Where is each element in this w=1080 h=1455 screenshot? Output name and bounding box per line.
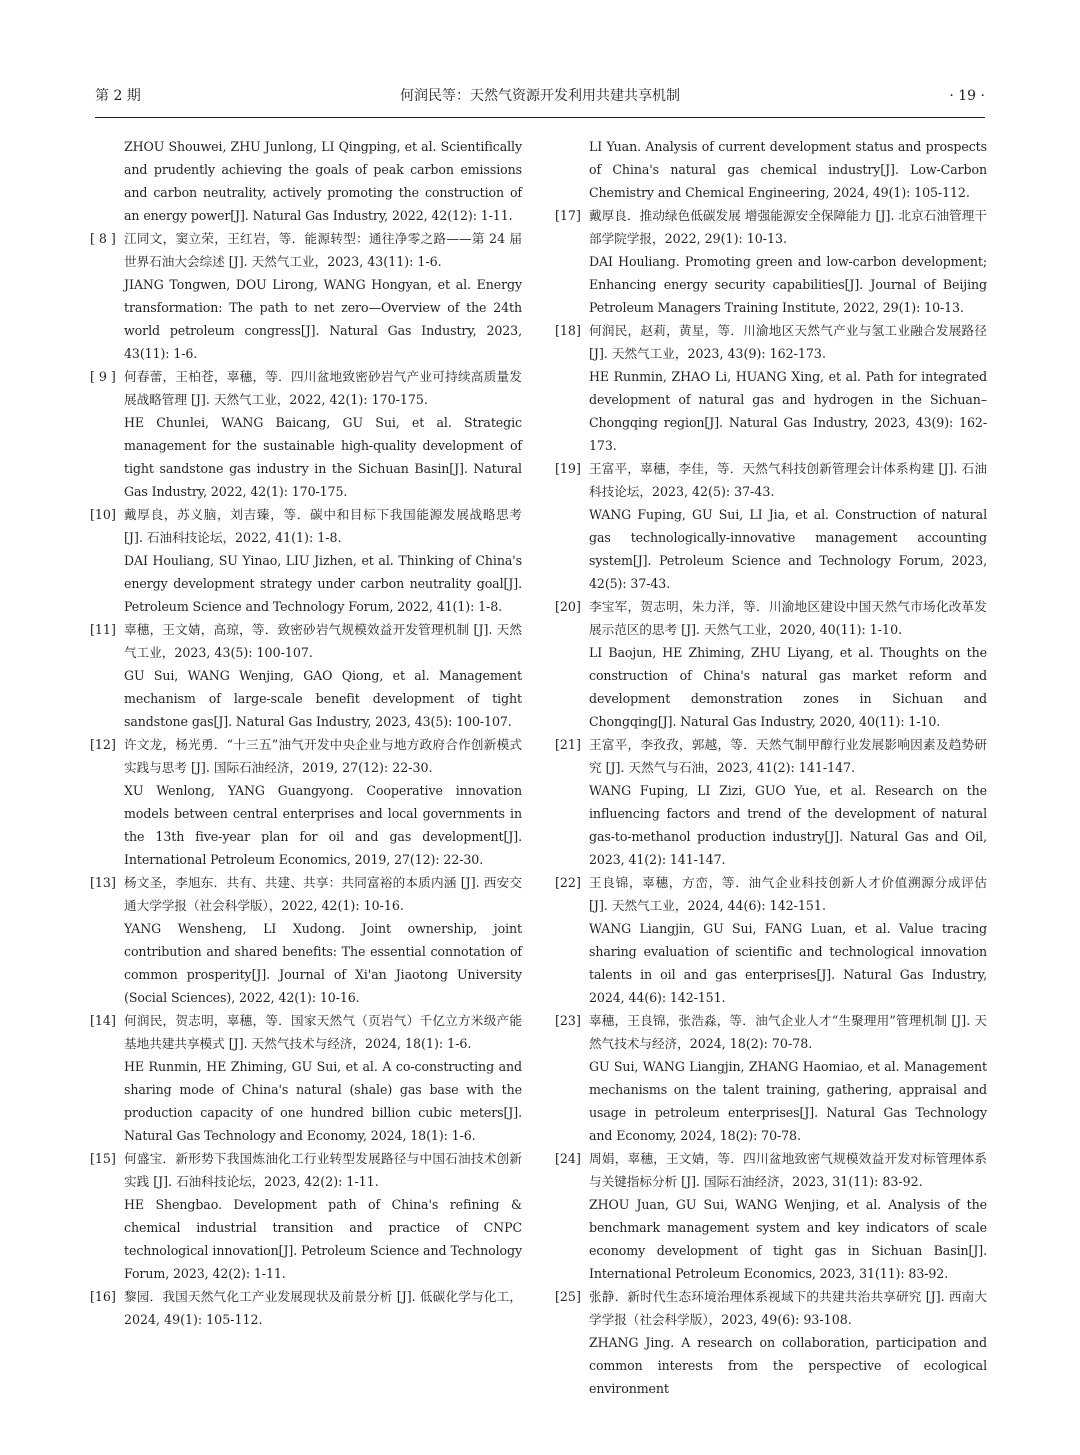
reference-chinese: 何润民，赵莉，黄星，等．川渝地区天然气产业与氢工业融合发展路径 [J]. 天然气工业，2023, 43(9): 162-173. bbox=[589, 323, 987, 361]
reference-chinese: 辜穗，王良锦，张浩淼，等．油气企业人才“生聚理用”管理机制 [J]. 天然气技术与经济，2024, 18(2): 70-78. bbox=[589, 1013, 987, 1051]
reference-item bbox=[555, 1147, 987, 1285]
reference-item bbox=[90, 365, 522, 503]
reference-english: HE Runmin, HE Zhiming, GU Sui, et al. A co-constructing and sharing mode of China's natural (shale) gas base with the production capacity of one hundred billion cubic meters[J]. Natural Gas Technology and Economy, 2024, 18(1): 1-6. bbox=[124, 1059, 522, 1143]
page-number: · 19 · bbox=[949, 88, 985, 104]
running-title: 何润民等：天然气资源开发利用共建共享机制 bbox=[400, 88, 680, 104]
reference-chinese: 黎园．我国天然气化工产业发展现状及前景分析 [J]. 低碳化学与化工，2024, 49(1): 105-112. bbox=[124, 1289, 522, 1327]
reference-english: XU Wenlong, YANG Guangyong. Cooperative innovation models between central enterprises and local governments in the 13th five-year plan for oil and gas development[J]. International Petroleum Economics, 2019, 27(12): 22-30. bbox=[124, 783, 522, 867]
reference-english: HE Shengbao. Development path of China's refining & chemical industrial transition and practice of CNPC technological innovation[J]. Petroleum Science and Technology Forum, 2023, 42(2): 1-11. bbox=[124, 1197, 522, 1281]
reference-chinese: 何盛宝．新形势下我国炼油化工行业转型发展路径与中国石油技术创新实践 [J]. 石油科技论坛，2023, 42(2): 1-11. bbox=[124, 1151, 522, 1189]
reference-chinese: 辜穗，王文婧，高琼，等．致密砂岩气规模效益开发管理机制 [J]. 天然气工业，2023, 43(5): 100-107. bbox=[124, 622, 522, 660]
reference-number: [17] bbox=[555, 208, 581, 223]
reference-item bbox=[90, 1285, 522, 1331]
reference-chinese: 何春蕾，王柏苍，辜穗，等．四川盆地致密砂岩气产业可持续高质量发展战略管理 [J]. 天然气工业，2022, 42(1): 170-175. bbox=[124, 369, 522, 407]
reference-english: YANG Wensheng, LI Xudong. Joint ownership, joint contribution and shared benefits: The essential connotation of common prosperity[J]. Journal of Xi'an Jiaotong University (Social Sciences), 2022, 42(1): 10-16. bbox=[124, 921, 522, 1005]
reference-english: ZHANG Jing. A research on collaboration, participation and common interests from the perspective of ecological environment bbox=[589, 1335, 987, 1396]
reference-number: [24] bbox=[555, 1151, 581, 1166]
reference-chinese: 周娟，辜穗，王文婧，等．四川盆地致密气规模效益开发对标管理体系与关键指标分析 [J]. 国际石油经济，2023, 31(11): 83-92. bbox=[589, 1151, 987, 1189]
reference-number: [ 9 ] bbox=[90, 369, 116, 384]
reference-item bbox=[555, 135, 987, 204]
reference-item bbox=[90, 227, 522, 365]
running-header bbox=[95, 84, 985, 108]
reference-item bbox=[555, 871, 987, 1009]
reference-number: [21] bbox=[555, 737, 581, 752]
reference-chinese: 戴厚良．推动绿色低碳发展 增强能源安全保障能力 [J]. 北京石油管理干部学院学报，2022, 29(1): 10-13. bbox=[589, 208, 987, 246]
reference-item bbox=[555, 204, 987, 319]
reference-number: [22] bbox=[555, 875, 581, 890]
reference-english: DAI Houliang. Promoting green and low-carbon development; Enhancing energy security capabilities[J]. Journal of Beijing Petroleum Managers Training Institute, 2022, 29(1): 10-13. bbox=[589, 254, 987, 315]
reference-item bbox=[90, 135, 522, 227]
reference-english: LI Yuan. Analysis of current development status and prospects of China's natural gas chemical industry[J]. Low-Carbon Chemistry and Chemical Engineering, 2024, 49(1): 105-112. bbox=[589, 139, 987, 200]
left-column bbox=[90, 135, 522, 1331]
reference-number: [12] bbox=[90, 737, 116, 752]
reference-item bbox=[90, 618, 522, 733]
reference-number: [13] bbox=[90, 875, 116, 890]
reference-number: [25] bbox=[555, 1289, 581, 1304]
reference-number: [11] bbox=[90, 622, 116, 637]
reference-english: HE Runmin, ZHAO Li, HUANG Xing, et al. Path for integrated development of natural gas and hydrogen in the Sichuan–Chongqing region[J]. Natural Gas Industry, 2023, 43(9): 162-173. bbox=[589, 369, 987, 453]
reference-english: DAI Houliang, SU Yinao, LIU Jizhen, et al. Thinking of China's energy development strategy under carbon neutrality goal[J]. Petroleum Science and Technology Forum, 2022, 41(1): 1-8. bbox=[124, 553, 522, 614]
reference-number: [10] bbox=[90, 507, 116, 522]
reference-chinese: 戴厚良，苏义脑，刘吉臻，等．碳中和目标下我国能源发展战略思考 [J]. 石油科技论坛，2022, 41(1): 1-8. bbox=[124, 507, 522, 545]
reference-number: [18] bbox=[555, 323, 581, 338]
reference-number: [15] bbox=[90, 1151, 116, 1166]
reference-english: WANG Fuping, LI Zizi, GUO Yue, et al. Research on the influencing factors and trend of the development of natural gas-to-methanol production industry[J]. Natural Gas and Oil, 2023, 41(2): 141-147. bbox=[589, 783, 987, 867]
reference-chinese: 李宝军，贺志明，朱力洋，等．川渝地区建设中国天然气市场化改革发展示范区的思考 [J]. 天然气工业，2020, 40(11): 1-10. bbox=[589, 599, 987, 637]
right-column bbox=[555, 135, 987, 1400]
reference-item bbox=[90, 1009, 522, 1147]
reference-item bbox=[555, 595, 987, 733]
reference-chinese: 杨文圣，李旭东．共有、共建、共享：共同富裕的本质内涵 [J]. 西安交通大学学报（社会科学版），2022, 42(1): 10-16. bbox=[124, 875, 522, 913]
reference-number: [23] bbox=[555, 1013, 581, 1028]
reference-item bbox=[90, 871, 522, 1009]
reference-chinese: 王良锦，辜穗，方峦，等．油气企业科技创新人才价值溯源分成评估 [J]. 天然气工业，2024, 44(6): 142-151. bbox=[589, 875, 987, 913]
reference-chinese: 何润民，贺志明，辜穗，等．国家天然气（页岩气）千亿立方米级产能基地共建共享模式 [J]. 天然气技术与经济，2024, 18(1): 1-6. bbox=[124, 1013, 522, 1051]
reference-number: [ 8 ] bbox=[90, 231, 116, 246]
reference-item bbox=[555, 1009, 987, 1147]
reference-chinese: 王富平，李孜孜，郭越，等．天然气制甲醇行业发展影响因素及趋势研究 [J]. 天然气与石油，2023, 41(2): 141-147. bbox=[589, 737, 987, 775]
reference-english: LI Baojun, HE Zhiming, ZHU Liyang, et al. Thoughts on the construction of China's natural gas market reform and development demonstration zones in Sichuan and Chongqing[J]. Natural Gas Industry, 2020, 40(11): 1-10. bbox=[589, 645, 987, 729]
header-rule bbox=[95, 117, 985, 118]
reference-item bbox=[555, 457, 987, 595]
reference-english: ZHOU Juan, GU Sui, WANG Wenjing, et al. Analysis of the benchmark management system and key indicators of scale economy development of tight gas in Sichuan Basin[J]. International Petroleum Economics, 2023, 31(11): 83-92. bbox=[589, 1197, 987, 1281]
reference-chinese: 张静．新时代生态环境治理体系视域下的共建共治共享研究 [J]. 西南大学学报（社会科学版），2023, 49(6): 93-108. bbox=[589, 1289, 987, 1327]
reference-item bbox=[555, 733, 987, 871]
reference-chinese: 王富平，辜穗，李佳，等．天然气科技创新管理会计体系构建 [J]. 石油科技论坛，2023, 42(5): 37-43. bbox=[589, 461, 987, 499]
reference-number: [14] bbox=[90, 1013, 116, 1028]
reference-chinese: 许文龙，杨光勇．“十三五”油气开发中央企业与地方政府合作创新模式实践与思考 [J]. 国际石油经济，2019, 27(12): 22-30. bbox=[124, 737, 522, 775]
reference-english: JIANG Tongwen, DOU Lirong, WANG Hongyan, et al. Energy transformation: The path to net zero—Overview of the 24th world petroleum congress[J]. Natural Gas Industry, 2023, 43(11): 1-6. bbox=[124, 277, 522, 361]
reference-number: [16] bbox=[90, 1289, 116, 1304]
reference-item bbox=[90, 1147, 522, 1285]
reference-english: GU Sui, WANG Wenjing, GAO Qiong, et al. Management mechanism of large-scale benefit development of tight sandstone gas[J]. Natural Gas Industry, 2023, 43(5): 100-107. bbox=[124, 668, 522, 729]
reference-english: WANG Fuping, GU Sui, LI Jia, et al. Construction of natural gas technologically-innovative management accounting system[J]. Petroleum Science and Technology Forum, 2023, 42(5): 37-43. bbox=[589, 507, 987, 591]
reference-item bbox=[90, 503, 522, 618]
reference-item bbox=[555, 319, 987, 457]
reference-item bbox=[555, 1285, 987, 1400]
reference-item bbox=[90, 733, 522, 871]
reference-english: WANG Liangjin, GU Sui, FANG Luan, et al. Value tracing sharing evaluation of scientific and technological innovation talents in oil and gas enterprises[J]. Natural Gas Industry, 2024, 44(6): 142-151. bbox=[589, 921, 987, 1005]
reference-chinese: 江同文，窦立荣，王红岩，等．能源转型：通往净零之路——第 24 届世界石油大会综述 [J]. 天然气工业，2023, 43(11): 1-6. bbox=[124, 231, 522, 269]
reference-number: [19] bbox=[555, 461, 581, 476]
reference-english: GU Sui, WANG Liangjin, ZHANG Haomiao, et al. Management mechanisms on the talent training, gathering, appraisal and usage in petroleum enterprises[J]. Natural Gas Technology and Economy, 2024, 18(2): 70-78. bbox=[589, 1059, 987, 1143]
reference-english: ZHOU Shouwei, ZHU Junlong, LI Qingping, et al. Scientifically and prudently achieving the goals of peak carbon emissions and carbon neutrality, actively promoting the construction of an energy power[J]. Natural Gas Industry, 2022, 42(12): 1-11. bbox=[124, 139, 522, 223]
reference-english: HE Chunlei, WANG Baicang, GU Sui, et al. Strategic management for the sustainable high-quality development of tight sandstone gas industry in the Sichuan Basin[J]. Natural Gas Industry, 2022, 42(1): 170-175. bbox=[124, 415, 522, 499]
issue-number: 第 2 期 bbox=[95, 88, 141, 104]
reference-number: [20] bbox=[555, 599, 581, 614]
